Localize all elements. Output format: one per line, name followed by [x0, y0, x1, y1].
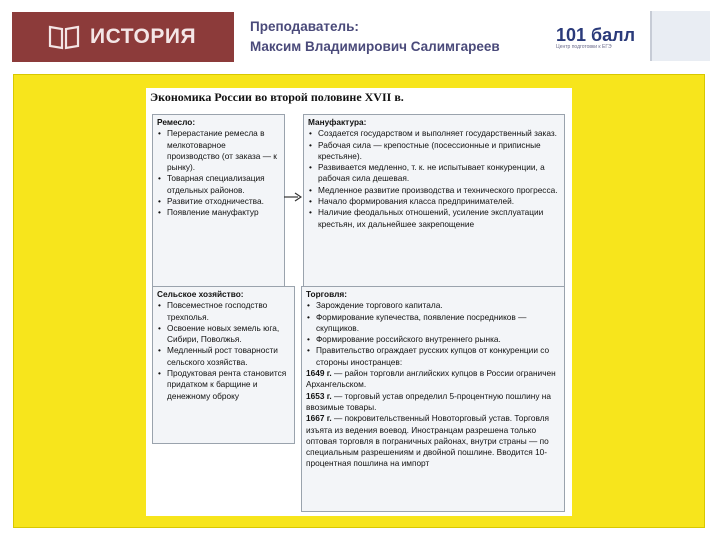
agriculture-list [157, 300, 290, 402]
event-year: 1653 г. [306, 390, 332, 401]
list-item: • Развитие отходничества. [167, 196, 280, 207]
event-text: — торговый устав определил 5-процентную пошлину на ввозимые товары. [306, 390, 551, 412]
brand-subtitle: Центр подготовки к ЕГЭ [556, 44, 612, 50]
logo-text: ИСТОРИЯ [90, 25, 197, 48]
list-item: • Наличие феодальных отношений, усиление эксплуатации крестьян, их дальнейшее закрепощение [318, 207, 560, 230]
document-figure [146, 88, 572, 516]
manufactory-heading: Мануфактура: [308, 117, 367, 127]
corner-panel [650, 11, 710, 61]
list-item: • Продуктовая рента становится придатком к барщине и денежному оброку [167, 368, 290, 402]
manufactory-box [303, 114, 565, 304]
logo [12, 12, 234, 62]
document-title: Экономика России во второй половине XVII в. [150, 90, 404, 104]
teacher-name: Максим Владимирович Салимгареев [250, 39, 500, 54]
list-item: • Медленное развитие производства и технического прогресса. [318, 185, 560, 196]
list-item: • Начало формирования класса предпринимателей. [318, 196, 560, 207]
list-item: • Освоение новых земель юга, Сибири, Поволжья. [167, 323, 290, 346]
teacher-info [250, 17, 500, 57]
list-item: • Правительство ограждает русских купцов от конкуренции со стороны иностранцев: [316, 345, 560, 368]
list-item: • Перерастание ремесла в мелкотоварное производство (от заказа — к рынку). [167, 128, 280, 173]
list-item: • Формирование российского внутреннего рынка. [316, 334, 560, 345]
list-item: • Зарождение торгового капитала. [316, 300, 560, 311]
trade-heading: Торговля: [306, 289, 347, 299]
event-year: 1649 г. [306, 368, 332, 379]
list-item: • Товарная специализация отдельных районов. [167, 173, 280, 196]
header [0, 0, 720, 70]
event-year: 1667 г. [306, 413, 332, 424]
list-item: • Рабочая сила — крепостные (посессионные и приписные крестьяне). [318, 140, 560, 163]
trade-event [306, 368, 560, 391]
trade-event [306, 391, 560, 414]
teacher-label: Преподаватель: [250, 19, 359, 34]
book-icon [48, 24, 80, 50]
list-item: • Создается государством и выполняет государственный заказ. [318, 128, 560, 139]
agriculture-box [152, 286, 295, 444]
list-item: • Повсеместное господство трехполья. [167, 300, 290, 323]
trade-list [306, 300, 560, 368]
event-text: — покровительственный Новоторговый устав. Торговля изъята из ведения воевод. Иностранцам разрешена только оптовая торговля в пограничных районах, внутри страны — по специальным разрешениям и двойной пошлине. Вводится 10-процентная пошлина на импорт [306, 413, 550, 469]
trade-box [301, 286, 565, 512]
event-text: — район торговли английских купцов в России ограничен Архангельском. [306, 368, 556, 390]
brand [556, 26, 635, 51]
craft-box [152, 114, 285, 304]
agriculture-heading: Сельское хозяйство: [157, 289, 244, 299]
brand-title: 101 балл [556, 25, 636, 45]
arrow-right-icon [284, 192, 302, 202]
list-item: • Появление мануфактур [167, 207, 280, 218]
list-item: • Медленный рост товарности сельского хозяйства. [167, 345, 290, 368]
manufactory-list [308, 128, 560, 230]
list-item: • Развивается медленно, т. к. не испытывает конкуренции, а рабочая сила дешевая. [318, 162, 560, 185]
craft-list [157, 128, 280, 218]
list-item: • Формирование купечества, появление посредников — скупщиков. [316, 312, 560, 335]
craft-heading: Ремесло: [157, 117, 196, 127]
trade-event [306, 413, 560, 469]
